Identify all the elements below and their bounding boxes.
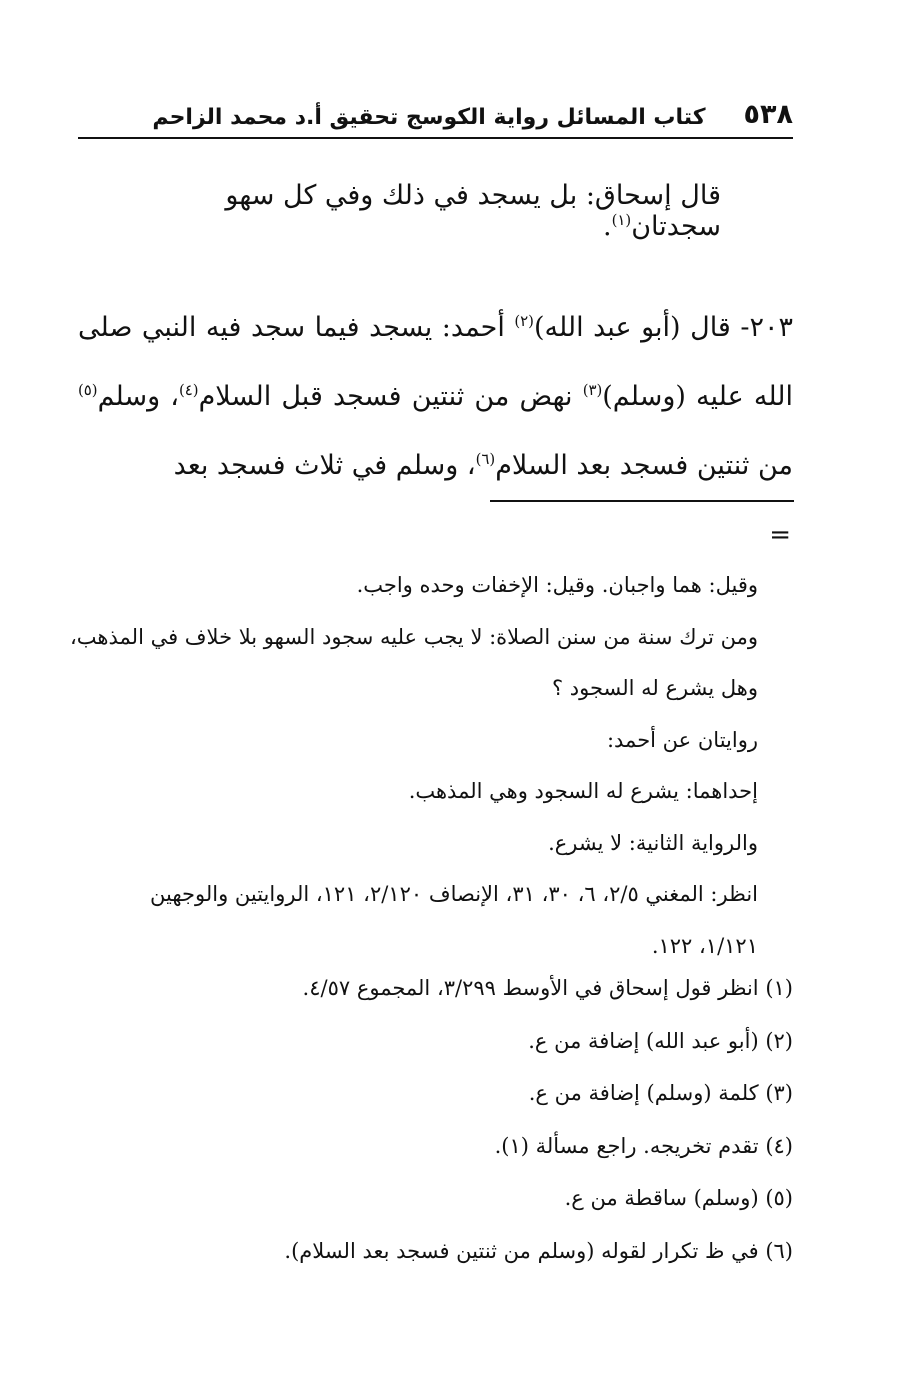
continued-mark: = xyxy=(769,520,791,550)
note-line: والرواية الثانية: لا يشرع. xyxy=(548,830,758,855)
note-line: وقيل: هما واجبان. وقيل: الإخفات وحده واجب. xyxy=(356,573,758,597)
para-part-e: من ثنتين فسجد بعد السلام xyxy=(495,450,793,481)
footnote-ref-2: (٢) xyxy=(514,312,534,330)
footnote-1: (١) انظر قول إسحاق في الأوسط ٣/٢٩٩، المجموع ٤/٥٧. xyxy=(302,976,793,1000)
running-header xyxy=(78,88,793,130)
footnote-4: (٤) تقدم تخريجه. راجع مسألة (١). xyxy=(494,1133,793,1158)
para-part-d: ، وسلم xyxy=(97,381,179,412)
note-line: ١/١٢١، ١٢٢. xyxy=(651,933,758,958)
footnote-ref-1: (١) xyxy=(611,211,632,229)
para-part-b: أحمد: يسجد فيما سجد فيه النبي صلى الله عليه (وسلم) xyxy=(78,312,793,412)
note-line: وهل يشرع له السجود ؟ xyxy=(551,676,758,700)
book-title: كتاب المسائل رواية الكوسج تحقيق أ.د محمد الزاحم xyxy=(152,105,706,130)
note-line: إحداهما: يشرع له السجود وهي المذهب. xyxy=(408,779,758,803)
ishaq-statement xyxy=(121,180,721,242)
statement-end: . xyxy=(603,211,612,242)
note-line: روايتان عن أحمد: xyxy=(606,727,758,752)
footnote-5: (٥) (وسلم) ساقطة من ع. xyxy=(564,1186,793,1210)
continued-notes xyxy=(70,560,758,972)
issue-203-paragraph xyxy=(78,290,793,497)
header-rule xyxy=(78,137,793,139)
note-line: انظر: المغني ٢/٥، ٦، ٣٠، ٣١، الإنصاف ٢/١٢٠، ١٢١، الروايتين والوجهين xyxy=(150,882,758,906)
note-line: ومن ترك سنة من سنن الصلاة: لا يجب عليه سجود السهو بلا خلاف في المذهب، xyxy=(70,624,758,649)
para-part-f: ، وسلم في ثلاث فسجد بعد xyxy=(173,450,476,481)
footnote-6: (٦) في ظ تكرار لقوله (وسلم من ثنتين فسجد بعد السلام). xyxy=(284,1238,793,1263)
statement-text: قال إسحاق: بل يسجد في ذلك وفي كل سهو سجدتان xyxy=(225,180,721,242)
footnote-3: (٣) كلمة (وسلم) إضافة من ع. xyxy=(528,1081,793,1105)
issue-number: ٢٠٣- xyxy=(730,312,793,343)
footnote-ref-5: (٥) xyxy=(78,381,98,399)
footnote-ref-4: (٤) xyxy=(179,381,199,399)
footnote-2: (٢) (أبو عبد الله) إضافة من ع. xyxy=(528,1028,793,1053)
footnote-separator xyxy=(490,500,794,502)
footnotes xyxy=(78,962,793,1277)
footnote-ref-3: (٣) xyxy=(582,381,603,399)
footnote-ref-6: (٦) xyxy=(475,450,496,468)
page-number: ٥٣٨ xyxy=(743,99,793,130)
para-part-c: نهض من ثنتين فسجد قبل السلام xyxy=(198,381,583,412)
para-part-a: قال (أبو عبد الله) xyxy=(533,312,731,343)
